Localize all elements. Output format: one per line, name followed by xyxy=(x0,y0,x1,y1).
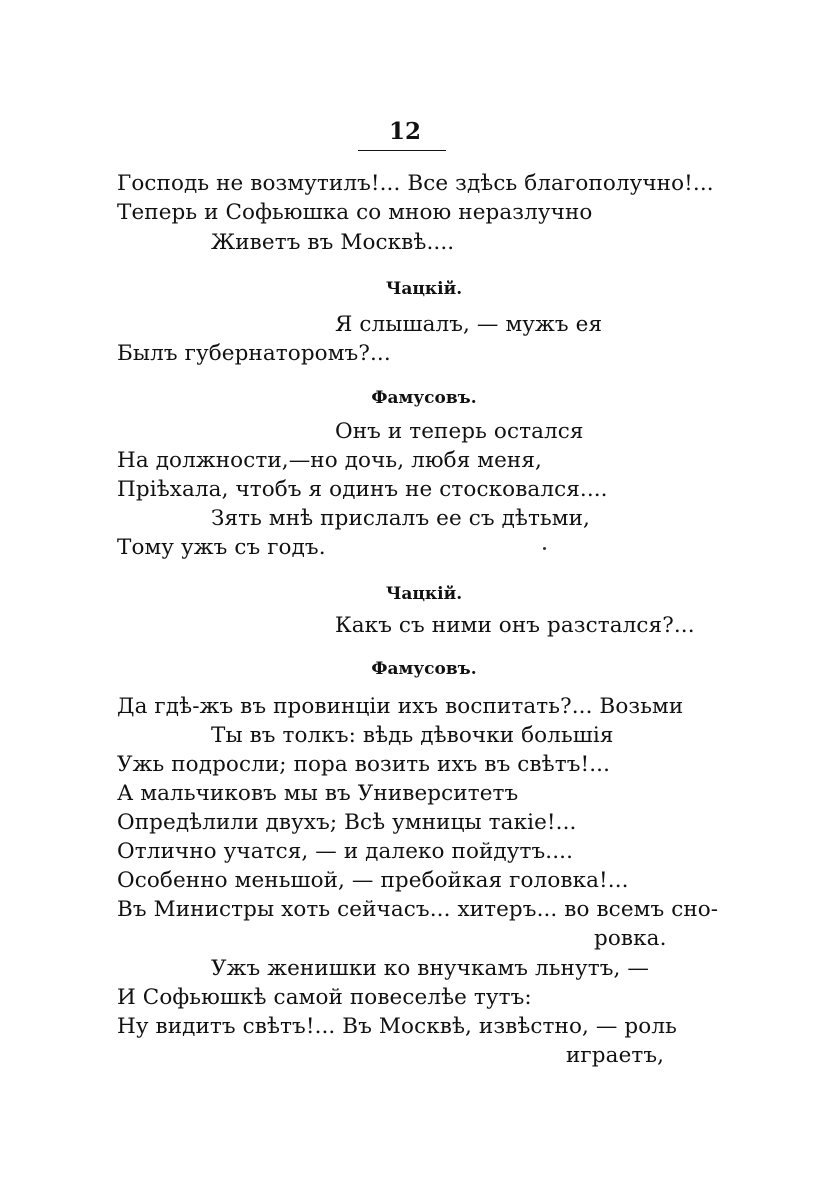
verse-line: Въ Министры хоть сейчасъ... хитеръ... во всемъ сно- xyxy=(117,897,719,922)
speaker-name: Фамусовъ. xyxy=(371,388,477,408)
verse-line: Тому ужъ съ годъ. xyxy=(117,535,326,560)
page-number: 12 xyxy=(388,118,421,145)
verse-line: Онъ и теперь остался xyxy=(335,419,584,444)
verse-line: Былъ губернаторомъ?... xyxy=(117,341,391,366)
speaker-name: Чацкій. xyxy=(385,584,463,604)
verse-line: Живетъ въ Москвѣ.... xyxy=(211,230,455,255)
verse-line: Теперь и Софьюшка со мною неразлучно xyxy=(117,200,593,225)
verse-line: Опредѣлили двухъ; Всѣ умницы такіе!... xyxy=(117,810,577,835)
verse-line-continuation: ровка. xyxy=(594,926,667,951)
verse-line-continuation: играетъ, xyxy=(566,1043,665,1068)
speaker-name: Чацкій. xyxy=(385,279,463,299)
verse-line: А мальчиковъ мы въ Университетъ xyxy=(117,781,519,806)
verse-line: Особенно меньшой, — пребойкая головка!... xyxy=(117,868,629,893)
speaker-name: Фамусовъ. xyxy=(371,659,477,679)
verse-line: Господь не возмутилъ!... Все здѣсь благополучно!... xyxy=(117,171,714,196)
verse-line: Ну видитъ свѣтъ!... Въ Москвѣ, извѣстно, — роль xyxy=(117,1014,677,1039)
page-number-rule xyxy=(358,150,446,151)
verse-line: Я слышалъ, — мужъ ея xyxy=(335,312,603,337)
verse-line: Да гдѣ-жъ въ провинціи ихъ воспитать?... Возьми xyxy=(117,694,684,719)
verse-line: И Софьюшкѣ самой повеселѣе тутъ: xyxy=(117,985,532,1010)
verse-line: Какъ съ ними онъ разстался?... xyxy=(335,613,695,638)
verse-line: На должности,—но дочь, любя меня, xyxy=(117,448,542,473)
verse-line: Отлично учатся, — и далеко пойдутъ.... xyxy=(117,839,574,864)
print-speck xyxy=(543,547,546,550)
verse-line: Ты въ толкъ: вѣдь дѣвочки большія xyxy=(211,723,614,748)
verse-line: Ужь подросли; пора возить ихъ въ свѣтъ!... xyxy=(117,752,611,777)
verse-line: Пріѣхала, чтобъ я одинъ не стосковался.... xyxy=(117,477,608,502)
verse-line: Зять мнѣ прислалъ ее съ дѣтьми, xyxy=(211,506,590,531)
verse-line: Ужъ женишки ко внучкамъ льнутъ, — xyxy=(211,956,649,981)
